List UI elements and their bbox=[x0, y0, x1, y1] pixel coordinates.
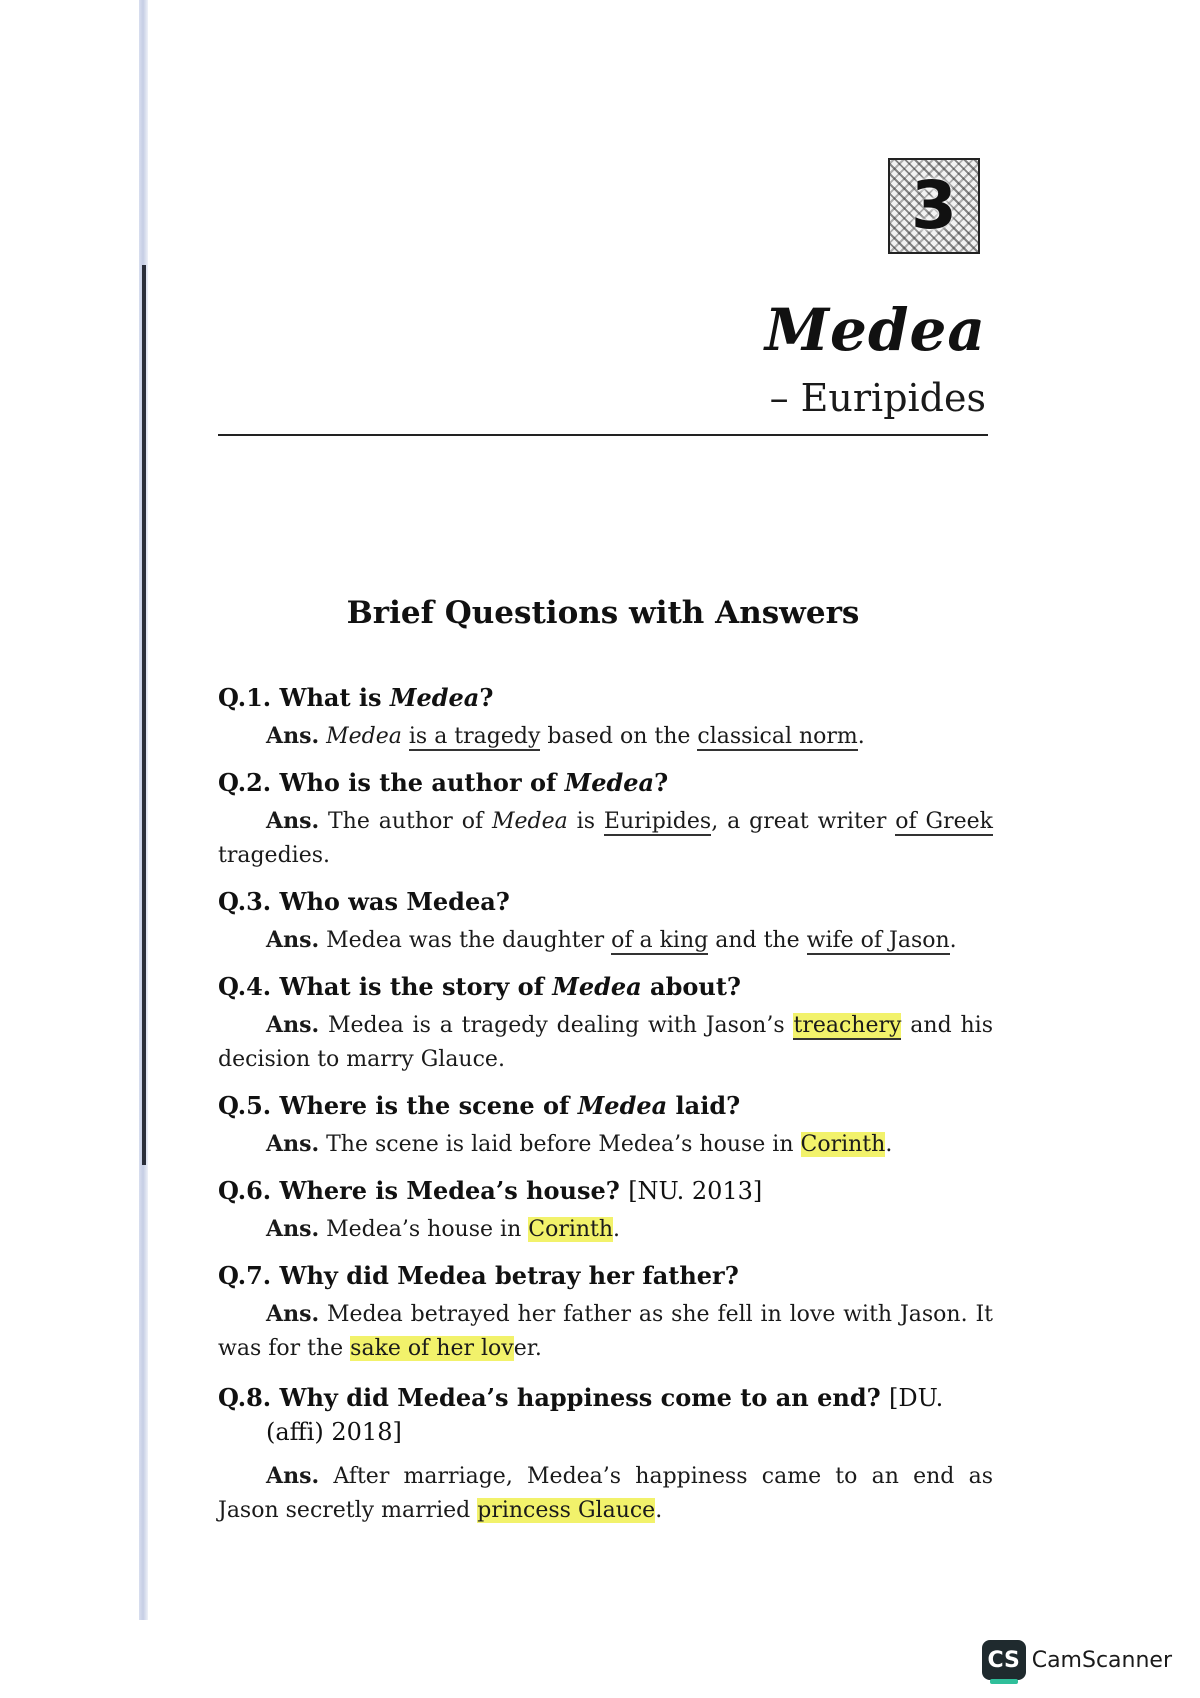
underlined-text: of Greek bbox=[895, 809, 993, 834]
qa-item-8 bbox=[218, 1381, 993, 1528]
answer bbox=[218, 923, 993, 958]
question bbox=[218, 1259, 993, 1293]
question-number: Q.7. bbox=[218, 1261, 272, 1290]
section-heading: Brief Questions with Answers bbox=[346, 595, 860, 631]
underlined-text: Euripides bbox=[603, 809, 712, 834]
answer-text: The author of bbox=[319, 809, 493, 834]
answer-text: Medea is a tragedy dealing with Jason’s bbox=[319, 1013, 794, 1038]
qa-item-7 bbox=[218, 1259, 993, 1366]
question-text-italic: Medea bbox=[577, 1091, 668, 1120]
qa-item-1 bbox=[218, 681, 993, 754]
answer-label: Ans. bbox=[266, 1301, 320, 1327]
answer-text: and the bbox=[708, 928, 807, 953]
answer-text: . bbox=[885, 1132, 893, 1157]
answer-text: Medea’s house in bbox=[319, 1217, 529, 1242]
answer-text: The scene is laid before Medea’s house in bbox=[319, 1132, 801, 1157]
question-text: Where is Medea’s house? bbox=[279, 1176, 620, 1205]
camscanner-watermark bbox=[982, 1640, 1172, 1680]
answer-label: Ans. bbox=[266, 927, 320, 953]
answer bbox=[218, 804, 993, 873]
answer-text-italic: Medea bbox=[326, 724, 402, 749]
question bbox=[218, 970, 993, 1004]
highlighted-text: princess Glauce bbox=[477, 1498, 656, 1523]
chapter-number: 3 bbox=[911, 167, 957, 244]
answer-label: Ans. bbox=[266, 1463, 320, 1489]
underlined-text: is a tragedy bbox=[408, 724, 541, 749]
qa-item-4 bbox=[218, 970, 993, 1077]
book-spine-shadow bbox=[142, 265, 146, 1165]
question-text: Who is the author of bbox=[279, 768, 565, 797]
underlined-text: classical norm bbox=[697, 724, 858, 749]
underlined-text: of a king bbox=[611, 928, 709, 953]
question-text: laid? bbox=[667, 1091, 741, 1120]
answer-text: , a great writer bbox=[711, 809, 896, 834]
qa-item-6 bbox=[218, 1174, 993, 1247]
question bbox=[218, 681, 993, 715]
chapter-title: Medea bbox=[764, 296, 986, 364]
camscanner-logo-icon: CS bbox=[982, 1640, 1026, 1680]
answer-text: Medea betrayed her father as she fell in love with Jason. It was for the bbox=[218, 1302, 993, 1361]
question-text-italic: Medea bbox=[564, 768, 655, 797]
chapter-number-badge bbox=[888, 158, 980, 254]
answer-text: tragedies. bbox=[218, 843, 330, 868]
exam-reference: [DU. (affi) 2018] bbox=[266, 1384, 944, 1446]
chapter-author: – Euripides bbox=[769, 376, 986, 420]
question-number: Q.8. bbox=[218, 1383, 272, 1412]
question-number: Q.2. bbox=[218, 768, 272, 797]
question-text-italic: Medea bbox=[552, 972, 642, 1001]
question-text: What is the story of bbox=[279, 972, 553, 1001]
question bbox=[218, 885, 993, 919]
underlined-text: wife of Jason bbox=[806, 928, 950, 953]
answer-text: is bbox=[567, 809, 604, 834]
question-text: ? bbox=[654, 768, 669, 797]
title-divider bbox=[218, 434, 988, 436]
question-text: ? bbox=[479, 683, 494, 712]
answer-label: Ans. bbox=[266, 1012, 320, 1038]
answer bbox=[218, 1297, 993, 1366]
question bbox=[218, 1174, 993, 1208]
question bbox=[218, 1381, 993, 1449]
question-number: Q.4. bbox=[218, 972, 272, 1001]
question-number: Q.6. bbox=[218, 1176, 272, 1205]
question-text: Where is the scene of bbox=[279, 1091, 578, 1120]
exam-reference: [NU. 2013] bbox=[628, 1177, 763, 1205]
answer-text: Medea was the daughter bbox=[319, 928, 612, 953]
question-text: Who was Medea? bbox=[279, 887, 510, 916]
qa-item-5 bbox=[218, 1089, 993, 1162]
qa-item-2 bbox=[218, 766, 993, 873]
answer-text: based on the bbox=[540, 724, 698, 749]
answer-text: After marriage, Medea’s happiness came to an end as Jason secretly married bbox=[218, 1464, 993, 1523]
question-text-italic: Medea bbox=[389, 683, 480, 712]
answer bbox=[218, 1008, 993, 1077]
question-text: Why did Medea betray her father? bbox=[279, 1261, 739, 1290]
question-number: Q.5. bbox=[218, 1091, 272, 1120]
answer-label: Ans. bbox=[266, 808, 320, 834]
answer-text: and his decision to marry Glauce. bbox=[218, 1013, 993, 1072]
answer-label: Ans. bbox=[266, 723, 320, 749]
question-text: about? bbox=[641, 972, 741, 1001]
question-text: Why did Medea’s happiness come to an end? bbox=[279, 1383, 881, 1412]
highlighted-text: sake of her lov bbox=[350, 1336, 514, 1361]
answer bbox=[218, 719, 993, 754]
camscanner-label: CamScanner bbox=[1031, 1647, 1172, 1673]
answer-label: Ans. bbox=[266, 1131, 320, 1157]
answer-text: . bbox=[655, 1498, 663, 1523]
answer-text: . bbox=[857, 724, 865, 749]
highlighted-text: Corinth bbox=[528, 1217, 614, 1242]
question-number: Q.3. bbox=[218, 887, 272, 916]
question bbox=[218, 1089, 993, 1123]
answer bbox=[218, 1127, 993, 1162]
highlighted-text: treachery bbox=[793, 1013, 902, 1038]
answer-text: . bbox=[949, 928, 957, 953]
answer-label: Ans. bbox=[266, 1216, 320, 1242]
question bbox=[218, 766, 993, 800]
answer-text: . bbox=[613, 1217, 621, 1242]
answer bbox=[218, 1459, 993, 1528]
highlighted-text: Corinth bbox=[800, 1132, 886, 1157]
answer-text bbox=[402, 724, 409, 749]
question-number: Q.1. bbox=[218, 683, 272, 712]
question-text: What is bbox=[279, 683, 390, 712]
qa-item-3 bbox=[218, 885, 993, 958]
answer-text-italic: Medea bbox=[492, 809, 568, 834]
answer-text: er. bbox=[513, 1336, 542, 1361]
answer bbox=[218, 1212, 993, 1247]
